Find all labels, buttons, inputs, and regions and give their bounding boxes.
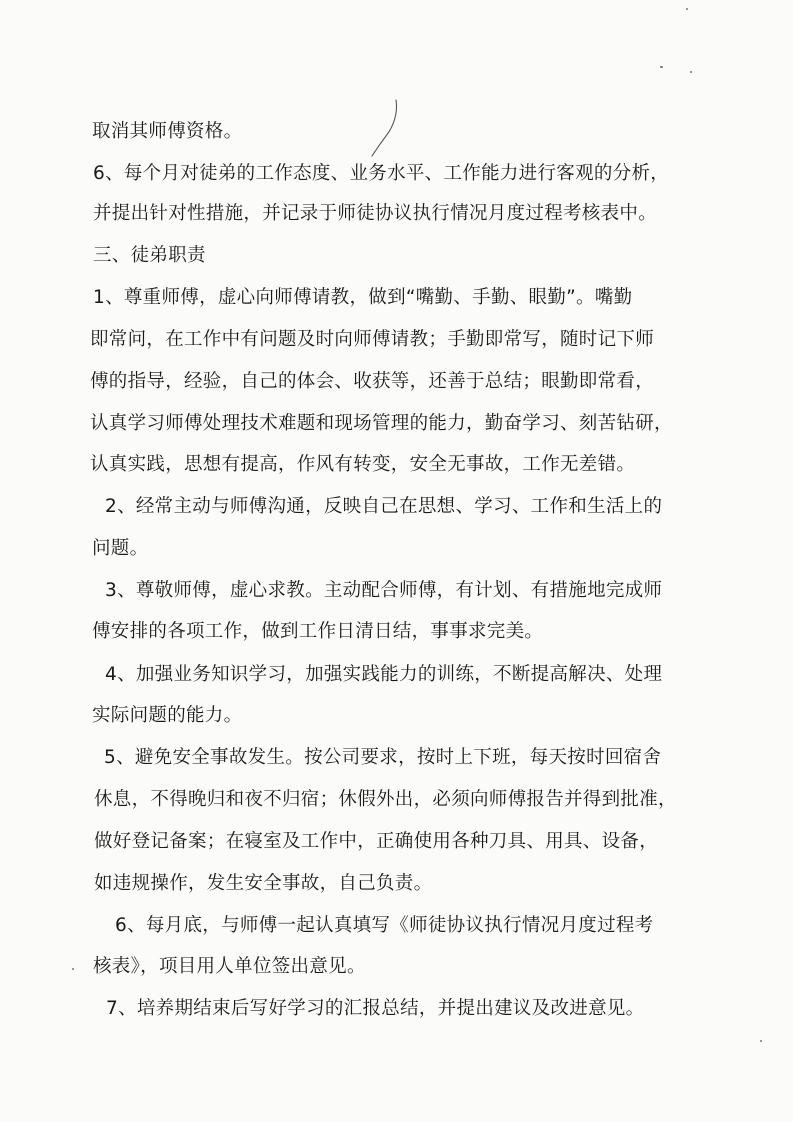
text-line: 6、每月底，与师傅一起认真填写《师徒协议执行情况月度过程考 <box>115 915 654 936</box>
text-line: 实际问题的能力。 <box>92 705 243 726</box>
text-line: 5、避免安全事故发生。按公司要求，按时上下班，每天按时回宿舍 <box>104 747 662 768</box>
text-line: 2、经常主动与师傅沟通，反映自己在思想、学习、工作和生活上的 <box>105 496 663 517</box>
text-line: 核表》，项目用人单位签出意见。 <box>93 956 366 977</box>
text-line: 3、尊敬师傅，虚心求教。主动配合师傅，有计划、有措施地完成师 <box>105 580 663 601</box>
text-line: 休息，不得晚归和夜不归宿；休假外出，必须向师傅报告并得到批准， <box>94 789 677 810</box>
text-line: 并提出针对性措施，并记录于师徒协议执行情况月度过程考核表中。 <box>93 203 658 224</box>
text-line: 4、加强业务知识学习，加强实践能力的训练，不断提高解决、处理 <box>105 664 663 685</box>
scan-speck <box>690 71 692 73</box>
text-line: 即常问，在工作中有问题及时向师傅请教；手勤即常写，随时记下师 <box>90 329 655 350</box>
text-line: 1、尊重师傅，虚心向师傅请教，做到“嘴勤、手勤、眼勤”。嘴勤 <box>93 287 633 308</box>
text-line: 认真学习师傅处理技术难题和现场管理的能力，勤奋学习、刻苦钻研， <box>90 413 673 434</box>
pen-stroke-mark <box>368 98 404 158</box>
scan-speck <box>686 8 688 10</box>
text-line: 问题。 <box>92 538 149 559</box>
scan-speck <box>760 1040 762 1042</box>
scan-speck <box>72 968 74 970</box>
text-line: 取消其师傅资格。 <box>92 121 243 142</box>
text-line: 认真实践，思想有提高，作风有转变，安全无事故，工作无差错。 <box>90 454 636 475</box>
text-line: 如违规操作，发生安全事故，自己负责。 <box>94 873 433 894</box>
text-line: 7、培养期结束后写好学习的汇报总结，并提出建议及改进意见。 <box>106 998 645 1019</box>
scan-speck <box>660 66 663 68</box>
text-line: 6、每个月对徒弟的工作态度、业务水平、工作能力进行客观的分析， <box>93 163 670 184</box>
text-line: 做好登记备案；在寝室及工作中，正确使用各种刀具、用具、设备， <box>94 831 659 852</box>
text-line: 傅安排的各项工作，做到工作日清日结，事事求完美。 <box>92 621 544 642</box>
section-heading: 三、徒弟职责 <box>93 245 206 266</box>
text-line: 傅的指导，经验，自己的体会、收获等，还善于总结；眼勤即常看， <box>90 371 655 392</box>
